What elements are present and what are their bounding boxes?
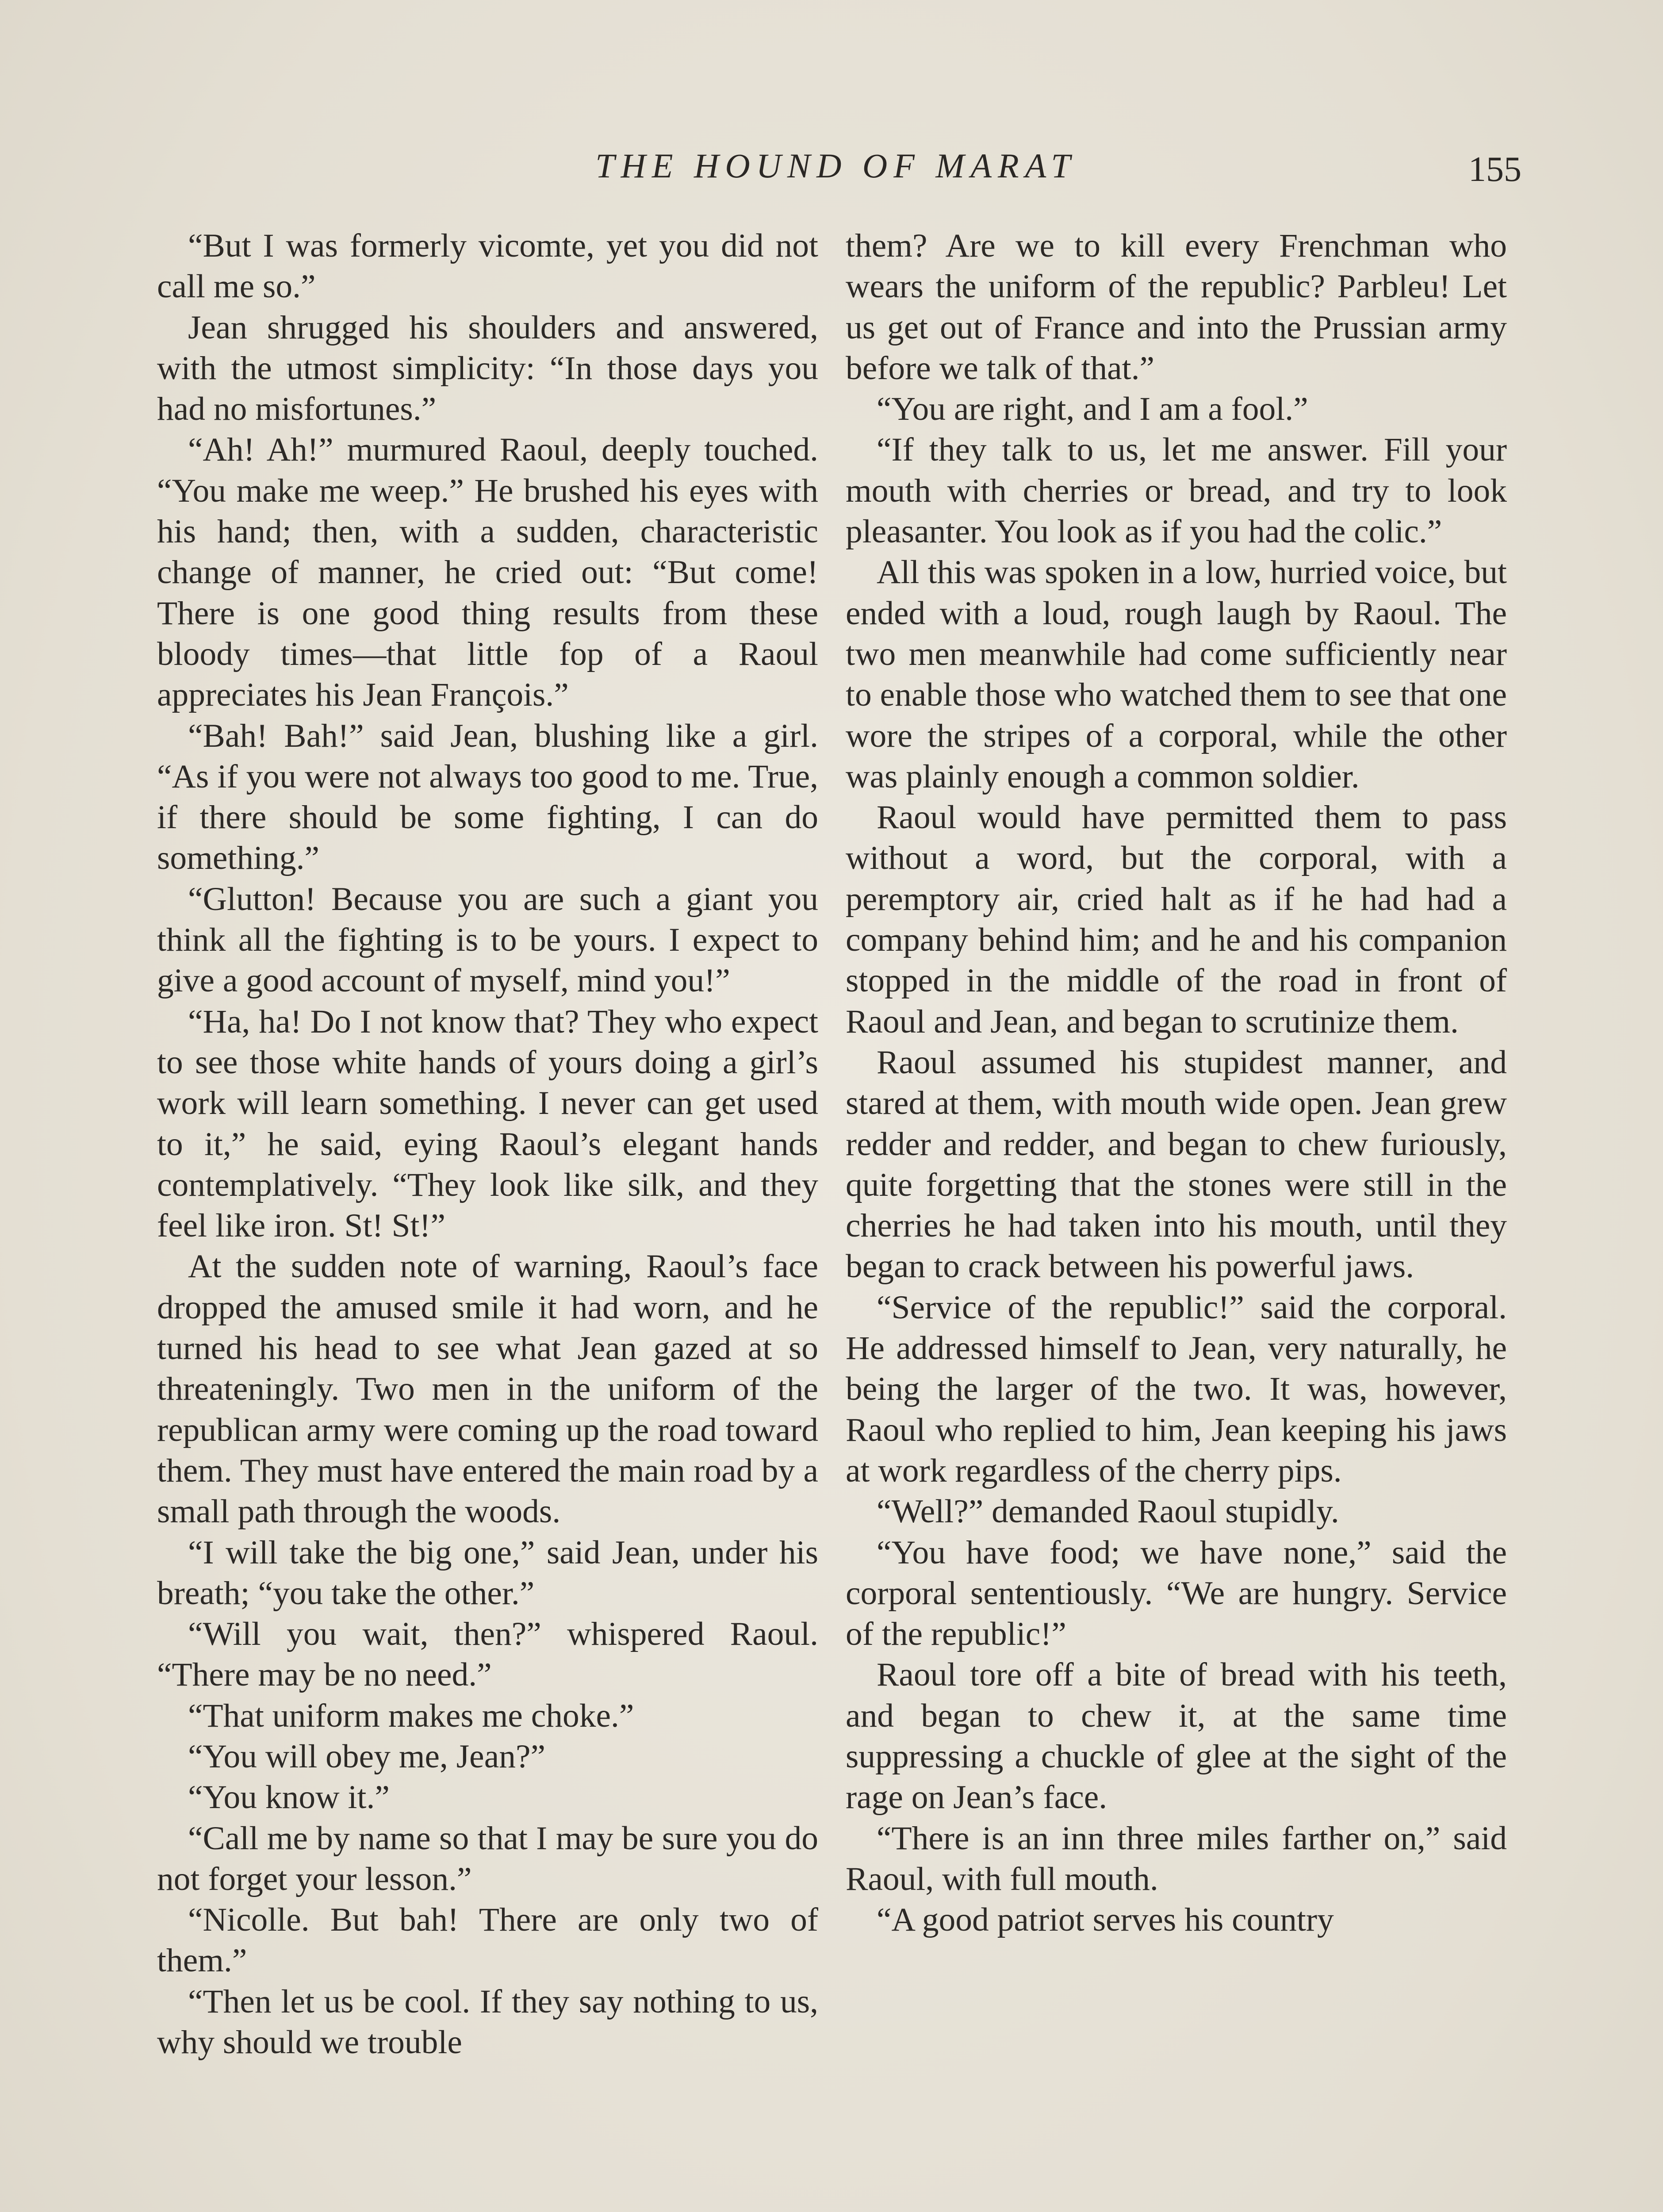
paragraph: “You will obey me, Jean?”: [188, 1738, 545, 1775]
left-text-column: [157, 226, 818, 2063]
paragraph: “A good patriot serves his country: [877, 1901, 1334, 1939]
right-text-column: [846, 226, 1507, 1940]
paragraph: At the sudden note of warning, Raoul’s face dropped the amused smile it had worn, and he turned his head to see what Jean gazed at so threateningly. Two men in the uniform of the republican army were coming up the road toward them. They must have entered the main road by a small path through the woods.: [157, 1248, 818, 1530]
running-head: THE HOUND OF MARAT: [595, 146, 1077, 185]
page-number: 155: [1468, 150, 1521, 189]
paragraph: “That uniform makes me choke.”: [188, 1697, 634, 1734]
paragraph: “Well?” demanded Raoul stupidly.: [877, 1493, 1339, 1530]
paragraph: “Then let us be cool. If they say nothing to us, why should we trouble: [157, 1983, 818, 2061]
paragraph: “Glutton! Because you are such a giant you think all the fighting is to be yours. I expect to give a good account of myself, mind you!”: [157, 880, 818, 999]
paragraph: “You know it.”: [188, 1779, 390, 1816]
paragraph: “I will take the big one,” said Jean, under his breath; “you take the other.”: [157, 1534, 818, 1612]
paragraph: “But I was formerly vicomte, yet you did not call me so.”: [157, 227, 818, 305]
paragraph: “Will you wait, then?” whispered Raoul. “There may be no need.”: [157, 1616, 818, 1694]
paragraph: “If they talk to us, let me answer. Fill your mouth with cherries or bread, and try to look pleasanter. You look as if you had the colic.”: [846, 431, 1507, 550]
paragraph: “Bah! Bah!” said Jean, blushing like a girl. “As if you were not always too good to me. True, if there should be some fighting, I can do something.”: [157, 717, 818, 877]
paragraph: “You have food; we have none,” said the corporal sententiously. “We are hungry. Service of the republic!”: [846, 1534, 1507, 1653]
paragraph: them? Are we to kill every Frenchman who wears the uniform of the republic? Parbleu! Let us get out of France and into the Prussian army before we talk of that.”: [846, 227, 1507, 387]
paragraph: All this was spoken in a low, hurried voice, but ended with a loud, rough laugh by Raoul. The two men meanwhile had come sufficiently near to enable those who watched them to see that one wore the stripes of a corporal, while the other was plainly enough a common soldier.: [846, 554, 1507, 795]
paragraph: Raoul tore off a bite of bread with his teeth, and began to chew it, at the same time suppressing a chuckle of glee at the sight of the rage on Jean’s face.: [846, 1656, 1507, 1816]
paragraph: “Ha, ha! Do I not know that? They who expect to see those white hands of yours doing a girl’s work will learn something. I never can get used to it,” he said, eying Raoul’s elegant hands contemplatively. “They look like silk, and they feel like iron. St! St!”: [157, 1003, 818, 1244]
paragraph: “You are right, and I am a fool.”: [877, 391, 1308, 428]
paragraph: “There is an inn three miles farther on,” said Raoul, with full mouth.: [846, 1820, 1507, 1897]
paragraph: “Call me by name so that I may be sure you do not forget your lesson.”: [157, 1820, 818, 1897]
paragraph: “Service of the republic!” said the corporal. He addressed himself to Jean, very naturally, he being the larger of the two. It was, however, Raoul who replied to him, Jean keeping his jaws at work regardless of the cherry pips.: [846, 1289, 1507, 1489]
paragraph: Raoul assumed his stupidest manner, and stared at them, with mouth wide open. Jean grew redder and redder, and began to chew furiously, quite forgetting that the stones were still in the cherries he had taken into his mouth, until they began to crack between his powerful jaws.: [846, 1044, 1507, 1285]
paragraph: Jean shrugged his shoulders and answered, with the utmost simplicity: “In those days you had no misfortunes.”: [157, 309, 818, 428]
paragraph: “Ah! Ah!” murmured Raoul, deeply touched. “You make me weep.” He brushed his eyes with his hand; then, with a sudden, characteristic change of manner, he cried out: “But come! There is one good thing results from these bloody times—that little fop of a Raoul appreciates his Jean François.”: [157, 431, 818, 714]
paragraph: Raoul would have permitted them to pass without a word, but the corporal, with a peremptory air, cried halt as if he had had a company behind him; and he and his companion stopped in the middle of the road in front of Raoul and Jean, and began to scrutinize them.: [846, 799, 1507, 1040]
paragraph: “Nicolle. But bah! There are only two of them.”: [157, 1901, 818, 1979]
